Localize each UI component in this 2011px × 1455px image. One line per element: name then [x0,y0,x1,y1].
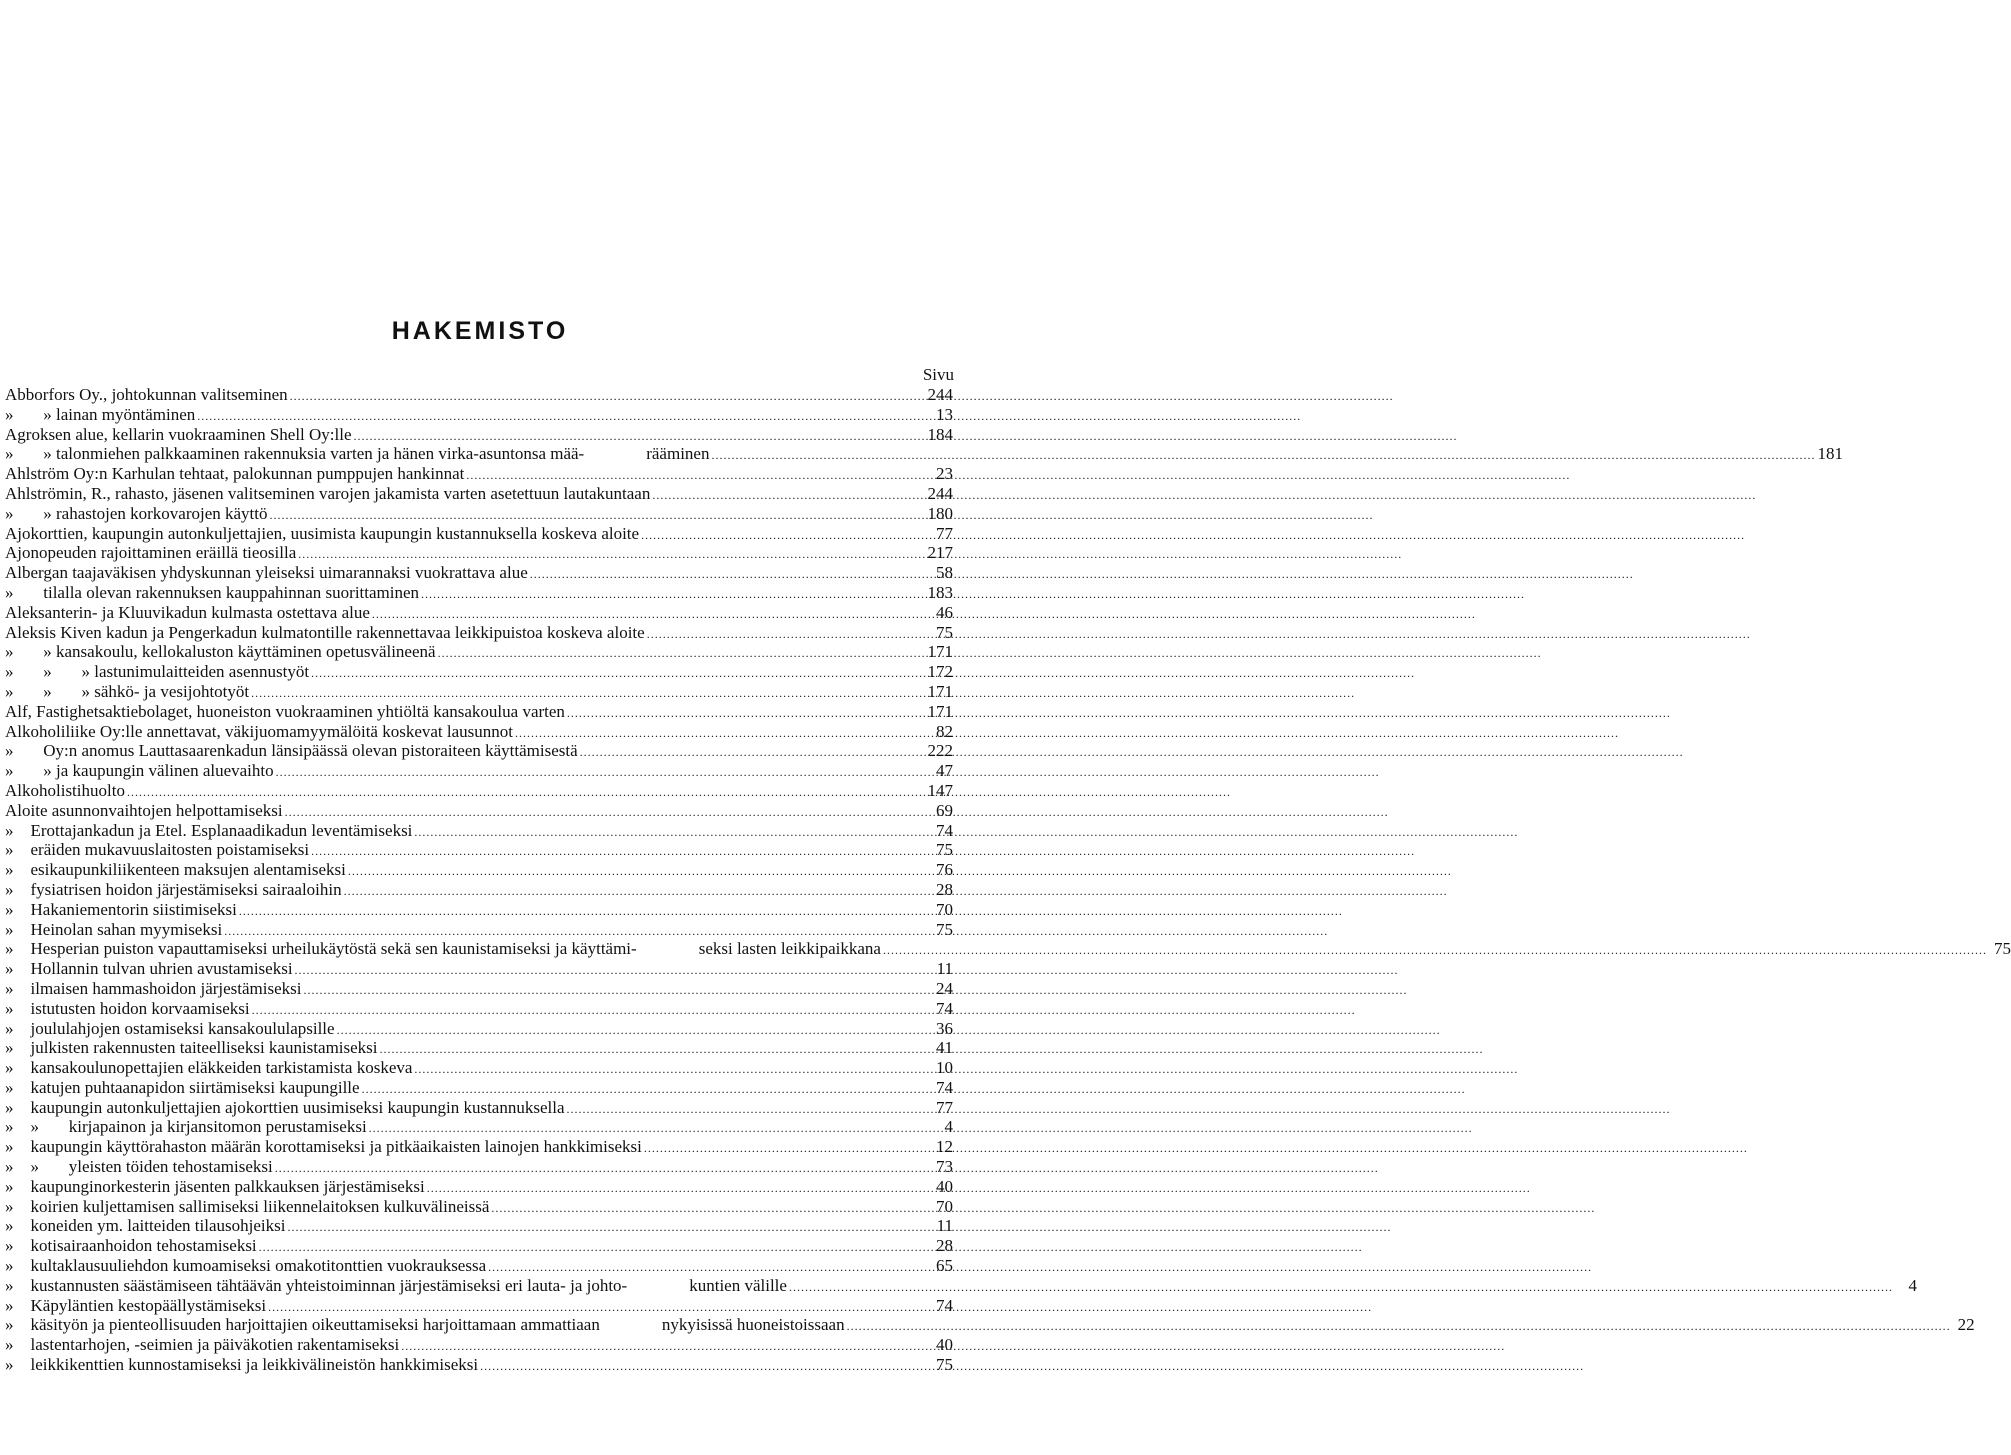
ditto-marks: Abborfors Oy., [5,385,112,404]
index-entry [5,900,953,920]
index-entry-continuation-line [637,939,2011,959]
ditto-marks: » [5,1295,31,1315]
index-entry-first-line [5,444,584,464]
page-number: 40 [936,1335,953,1355]
index-entry-text: ilmaisen hammashoidon järjestämiseksi [30,978,302,998]
index-entry-text: tilalla olevan rakennuksen kauppahinnan suorittaminen [43,582,420,602]
index-entry-text: Erottajankadun ja Etel. Esplanaadikadun leventämiseksi [30,820,413,840]
ditto-marks: » » [5,1117,69,1137]
index-entry [5,682,953,702]
page-number: 172 [927,662,953,682]
index-entry-text: Albergan taajaväkisen yhdyskunnan yleiseksi uimarannaksi vuokrattava alue [5,563,528,583]
ditto-marks: » » [5,1157,69,1177]
ditto-marks: » [5,1216,31,1236]
index-entry [5,1296,953,1316]
index-entry-continuation-line [627,1276,1917,1296]
index-entry-text: yleisten töiden tehostamiseksi [68,1157,273,1177]
index-entry-text: johtokunnan valitseminen [111,385,288,404]
page-number: 180 [927,503,953,523]
dot-leader [287,1218,929,1238]
index-entry [5,425,953,445]
page-number: 23 [936,464,953,484]
index-entry [5,860,953,880]
index-entry-text: käsityön ja pienteollisuuden harjoittajien oikeuttamiseksi harjoittamaan ammattiaan [30,1315,600,1335]
page-number: 70 [936,899,953,919]
dot-leader [567,1100,930,1120]
page-number: 171 [927,681,953,701]
ditto-marks: » [5,879,31,899]
index-entry [5,623,953,643]
dot-leader [304,981,929,1001]
index-entry [5,1117,953,1137]
page-number: 147 [927,780,953,800]
index-entry-text: kirjapainon ja kirjansitomon perustamiseksi [68,1117,367,1137]
index-entry-text: Heinolan sahan myymiseksi [30,919,223,939]
page-number: 4 [1908,1275,1917,1295]
index-entry-text: koneiden ym. laitteiden tilausohjeiksi [30,1216,286,1236]
index-entry [5,821,953,841]
index-entry [5,1019,953,1039]
index-entry [5,583,953,603]
index-entry [5,939,2011,959]
dot-leader [480,1357,929,1377]
index-entry-text: kotisairaanhoidon tehostamiseksi [30,1236,257,1256]
index-entry [5,464,953,484]
dot-leader [239,902,929,922]
dot-leader [530,565,929,585]
ditto-marks: » [5,919,31,939]
index-entry-continuation-text: nykyisissä huoneistoissaan [661,1315,845,1335]
index-entry [5,484,953,504]
index-entry-first-line [5,1276,627,1296]
index-entry [5,563,953,583]
dot-leader [414,1060,929,1080]
page-number: 171 [927,701,953,721]
index-entry [5,722,953,742]
ditto-marks: » » [5,761,56,781]
page-number: 217 [927,543,953,563]
index-entry [5,1315,1975,1335]
index-entry-text: istutusten hoidon korvaamiseksi [30,998,250,1018]
index-entry [5,524,953,544]
index-entry-text: joululahjojen ostamiseksi kansakoululapsille [30,1018,335,1038]
ditto-marks: » [5,1275,31,1295]
ditto-marks: » [5,1077,31,1097]
index-entry [5,1335,953,1355]
index-entry-text: Ahlström Oy:n Karhulan tehtaat, palokunnan pumppujen hankinnat [5,464,465,484]
index-entry [5,662,953,682]
index-entry-text: kustannusten säästämiseen tähtäävän yhteistoiminnan järjestämiseksi eri lauta- ja johto- [30,1275,628,1295]
ditto-marks: » [5,899,31,919]
index-entry [5,444,1843,464]
index-entry [5,979,953,999]
index-entry [5,1216,953,1236]
index-entry-text: Käpyläntien kestopäällystämiseksi [30,1295,267,1315]
dot-leader [438,644,926,664]
index-entry-text: kaupungin käyttörahaston määrän korottamiseksi ja pitkäaikaisten lainojen hankkimiseksi [30,1137,642,1157]
page-column-label: Sivu [922,365,954,384]
index-entry [5,1197,953,1217]
index-entry-continuation-line [584,444,1843,464]
index-entry [5,781,953,801]
index-entry [5,543,953,563]
index-entry-continuation-line [600,1315,1975,1335]
index-entry-text: Hesperian puiston vapauttamiseksi urheilukäytöstä sekä sen kaunistamiseksi ja käyttämi- [30,939,637,959]
dot-leader [711,446,1815,466]
page-number: 74 [936,998,953,1018]
ditto-marks: » [5,1137,31,1157]
page-number: 47 [936,761,953,781]
ditto-marks: » » » [5,681,95,701]
index-entry [5,880,953,900]
page-number: 41 [936,1038,953,1058]
ditto-marks: » [5,1315,31,1335]
page-number: 222 [927,741,953,761]
index-entry-text: lainan myöntäminen [56,404,196,424]
index-entry-first-line [5,939,637,959]
page-number: 46 [936,602,953,622]
index-entry [5,405,953,425]
dot-leader [276,763,929,783]
index-entry-text: Ahlströmin, R., rahasto, jäsenen valitseminen varojen jakamista varten asetettuun lautakuntaan [5,483,651,503]
index-entry-text: Ajokorttien, kaupungin autonkuljettajien, uusimista kaupungin kustannuksella koskeva aloite [5,523,640,543]
ditto-marks: » [5,840,31,860]
page-number: 244 [927,385,953,404]
page-number: 70 [936,1196,953,1216]
ditto-marks: » [5,582,44,602]
page-number: 75 [936,1355,953,1375]
index-entry-text: kaupunginorkesterin jäsenten palkkauksen järjestämiseksi [30,1176,425,1196]
page-number: 75 [936,840,953,860]
page-number: 74 [936,1077,953,1097]
dot-leader [789,1278,1893,1298]
index-entry-text: Alkoholiliike Oy:lle annettavat, väkijuomamyymälöitä koskevat lausunnot [5,721,514,741]
page-number: 75 [1993,939,2011,959]
page-number: 184 [927,424,953,444]
index-entry-text: eräiden mukavuuslaitosten poistamiseksi [30,840,310,860]
index-entry-text: kaupungin autonkuljettajien ajokorttien uusimiseksi kaupungin kustannuksella [30,1097,565,1117]
ditto-marks: » » » [5,662,95,682]
dot-leader [652,486,925,506]
dot-leader [427,1179,929,1199]
page-number: 12 [936,1137,953,1157]
dot-leader [311,842,929,862]
dot-leader [883,941,1987,961]
index-entry-text: sähkö- ja vesijohtotyöt [94,681,250,701]
page-number: 82 [936,721,953,741]
ditto-marks: » » [5,503,56,523]
ditto-marks: » [5,978,31,998]
index-entry [5,1355,953,1375]
index-entry-text: esikaupunkiliikenteen maksujen alentamiseksi [30,860,346,880]
index-entry [5,1236,953,1256]
dot-leader [414,823,929,843]
index-entry-continuation-text: seksi lasten leikkipaikkana [698,939,881,959]
index-entry [5,702,953,722]
index-entry [5,504,953,524]
page-number: 13 [936,404,953,424]
page-number: 75 [936,622,953,642]
index-entry-text: ja kaupungin välinen aluevaihto [56,761,274,781]
page-number: 28 [936,879,953,899]
dot-leader [421,585,925,605]
index-entry [5,603,953,623]
ditto-marks: » [5,1236,31,1256]
index-entry-text: kansakoulunopettajien eläkkeiden tarkistamista koskeva [30,1058,413,1078]
index-entry-text: Aloite asunnonvaihtojen helpottamiseksi [5,800,283,820]
index-entry [5,642,953,662]
page-number: 4 [944,1117,953,1137]
page-number: 171 [927,642,953,662]
index-entry-text: lastentarhojen, -seimien ja päiväkotien rakentamiseksi [30,1335,400,1355]
index-list [5,385,2011,1375]
page-number: 22 [1957,1315,1975,1335]
dot-leader [647,625,929,645]
ditto-marks: » [5,939,31,959]
dot-leader [401,1337,929,1357]
page-number: 11 [936,959,953,979]
ditto-marks: » » [5,642,56,662]
index-entry [5,1058,953,1078]
index-entry [5,1275,1917,1296]
page-number: 69 [936,800,953,820]
index-heading: HAKEMISTO [391,317,569,345]
index-entry-text: Hakaniementorin siistimiseksi [30,899,237,919]
ditto-marks: » [5,1335,31,1355]
index-entry [5,741,953,761]
index-entry-first-line [5,1315,600,1335]
index-entry-text: Alkoholistihuolto [5,780,125,800]
page-number: 40 [936,1176,953,1196]
page-number: 10 [936,1058,953,1078]
dot-leader [290,387,926,407]
index-entry-text: fysiatrisen hoidon järjestämiseksi sairaaloihin [30,879,342,899]
page-number: 11 [936,1216,953,1236]
dot-leader [344,882,929,902]
page-number: 77 [936,1097,953,1117]
index-entry-text: kansakoulu, kellokaluston käyttäminen opetusvälineenä [56,642,436,662]
index-entry-text: rahastojen korkovarojen käyttö [56,503,268,523]
index-entry-text: Aleksis Kiven kadun ja Pengerkadun kulmatontille rakennettavaa leikkipuistoa koskeva aloite [5,622,645,642]
page-number: 36 [936,1018,953,1038]
index-entry [5,999,953,1019]
index-entry [5,385,953,405]
dot-leader [567,704,926,724]
dot-leader [847,1317,1951,1337]
index-entry [5,920,953,940]
index-entry [5,959,953,979]
ditto-marks: » [5,1176,31,1196]
index-entry-text: Alf, Fastighetsaktiebolaget, huoneiston vuokraaminen yhtiöltä kansakoulua varten [5,701,565,721]
ditto-marks: » [5,1256,31,1276]
dot-leader [337,1021,929,1041]
ditto-marks: » [5,1038,31,1058]
index-entry [5,840,953,860]
index-entry-continuation-text: kuntien välille [689,1275,787,1295]
dot-leader [252,1001,929,1021]
ditto-marks: » [5,860,31,880]
index-entry [5,1137,953,1157]
page-number: 74 [936,1295,953,1315]
page-number: 24 [936,978,953,998]
index-entry-text: talonmiehen palkkaaminen rakennuksia varten ja hänen virka-asuntonsa mää- [56,444,585,464]
dot-leader [311,664,925,684]
ditto-marks: » [5,1097,31,1117]
index-entry-continuation-text: rääminen [646,444,710,464]
dot-leader [644,1139,929,1159]
dot-leader [295,961,929,981]
index-entry [5,1256,953,1276]
index-entry [5,1177,953,1197]
ditto-marks: Agroksen alue, [5,424,113,444]
dot-leader [491,1199,929,1219]
ditto-marks: » [5,1196,31,1216]
index-entry-text: Oy:n anomus Lauttasaarenkadun länsipäässä olevan pistoraiteen käyttämisestä [43,741,578,761]
index-entry-text: julkisten rakennusten taiteelliseksi kaunistamiseksi [30,1038,378,1058]
ditto-marks: » [5,998,31,1018]
ditto-marks: » [5,1058,31,1078]
page-number: 183 [927,582,953,602]
page-number: 28 [936,1236,953,1256]
dot-leader [641,526,929,546]
index-entry-text: Aleksanterin- ja Kluuvikadun kulmasta ostettava alue [5,602,370,622]
dot-leader [580,743,926,763]
index-entry [5,1157,953,1177]
page-number: 65 [936,1256,953,1276]
page-number: 75 [936,919,953,939]
ditto-marks: » » [5,444,56,464]
page-number: 74 [936,820,953,840]
index-entry-text: lastunimulaitteiden asennustyöt [94,662,310,682]
index-entry-text: Ajonopeuden rajoittaminen eräillä tieosilla [5,543,297,563]
ditto-marks: » [5,959,31,979]
index-entry-text: koirien kuljettamisen sallimiseksi liikennelaitoksen kulkuvälineissä [30,1196,490,1216]
page-number: 77 [936,523,953,543]
index-entry [5,761,953,781]
ditto-marks: » » [5,404,56,424]
ditto-marks: » [5,1355,31,1375]
dot-leader [348,862,929,882]
page-number: 76 [936,860,953,880]
dot-leader [380,1040,929,1060]
index-entry-text: kultaklausuuliehdon kumoamiseksi omakotitonttien vuokrauksessa [30,1256,487,1276]
index-entry [5,801,953,821]
ditto-marks: » [5,1018,31,1038]
ditto-marks: » [5,820,31,840]
index-entry-text: leikkikenttien kunnostamiseksi ja leikkivälineistön hankkimiseksi [30,1355,479,1375]
index-entry-text: Hollannin tulvan uhrien avustamiseksi [30,959,293,979]
ditto-marks: » [5,741,44,761]
index-entry-text: kellarin vuokraaminen Shell Oy:lle [112,424,352,444]
index-entry [5,1078,953,1098]
page-number: 73 [936,1157,953,1177]
page-number: 244 [927,483,953,503]
page-number: 58 [936,563,953,583]
index-entry [5,1098,953,1118]
page-number: 181 [1817,444,1843,464]
index-entry-text: katujen puhtaanapidon siirtämiseksi kaupungille [30,1077,360,1097]
index-entry [5,1038,953,1058]
